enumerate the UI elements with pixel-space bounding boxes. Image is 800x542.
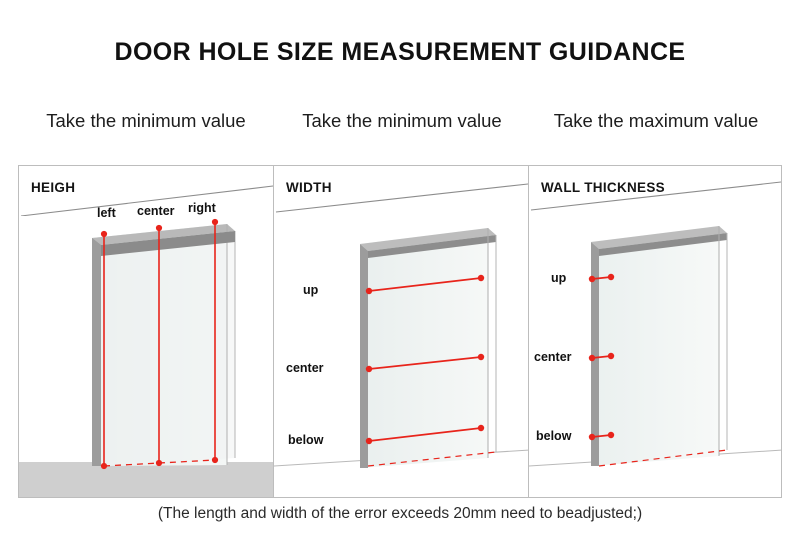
marker-center: center [137,204,175,218]
marker-center: center [286,361,324,375]
caption-width: Take the minimum value [302,110,502,131]
panel-wall-thickness [528,165,782,498]
panels-row [18,165,782,498]
page-title: DOOR HOLE SIZE MEASUREMENT GUIDANCE [114,38,686,66]
footnote: (The length and width of the error exceeds 20mm need to beadjusted;) [157,505,643,522]
caption-height: Take the minimum value [46,110,246,131]
panel-height-label: HEIGH [31,180,76,195]
marker-up: up [303,283,319,297]
marker-center: center [534,350,572,364]
panel-wall-thickness-label: WALL THICKNESS [541,180,665,195]
panel-width [273,165,529,498]
width-diagram [274,166,529,498]
marker-left: left [97,206,116,220]
panel-height [18,165,274,498]
captions-row [18,110,782,132]
caption-wall-thickness: Take the maximum value [553,110,759,131]
wall-thickness-diagram [529,166,782,498]
marker-below: below [288,433,324,447]
marker-up: up [551,271,567,285]
marker-right: right [188,201,216,215]
panel-width-label: WIDTH [286,180,332,195]
marker-below: below [536,429,572,443]
